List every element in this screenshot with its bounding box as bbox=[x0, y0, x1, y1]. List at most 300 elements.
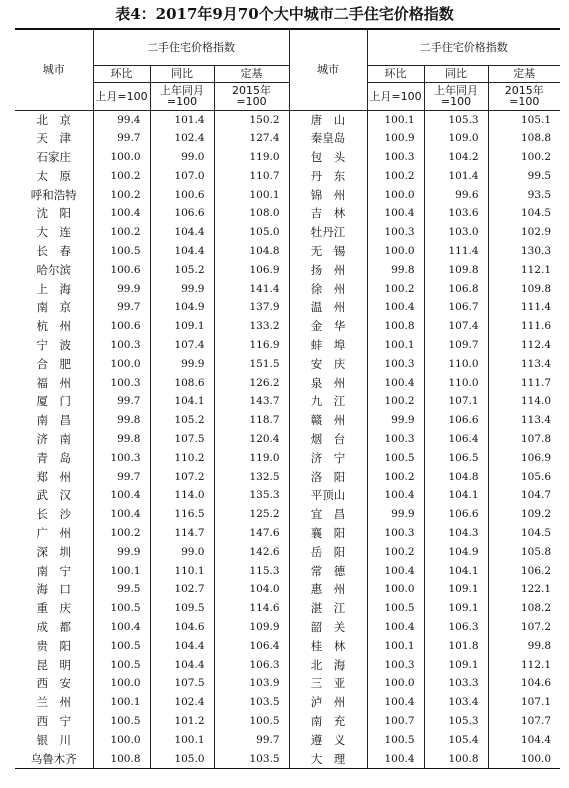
cell-yoy-left: 109.5 bbox=[150, 599, 214, 618]
cell-yoy-right: 106.7 bbox=[424, 298, 488, 317]
cell-city-left: 南 宁 bbox=[15, 562, 93, 581]
cell-yoy-left: 114.7 bbox=[150, 524, 214, 543]
table-row bbox=[15, 599, 560, 618]
cell-mom-left: 100.4 bbox=[93, 204, 150, 223]
cell-city-right: 安 庆 bbox=[289, 355, 367, 374]
cell-mom-right: 100.2 bbox=[367, 167, 424, 186]
cell-yoy-right: 104.1 bbox=[424, 562, 488, 581]
table-row bbox=[15, 223, 560, 242]
cell-yoy-left: 102.4 bbox=[150, 129, 214, 148]
table-row bbox=[15, 430, 560, 449]
cell-city-right: 平顶山 bbox=[289, 486, 367, 505]
cell-city-right: 南 充 bbox=[289, 712, 367, 731]
cell-base-left: 133.2 bbox=[214, 317, 289, 336]
cell-city-right: 大 理 bbox=[289, 750, 367, 769]
cell-base-left: 147.6 bbox=[214, 524, 289, 543]
cell-mom-right: 100.2 bbox=[367, 280, 424, 299]
cell-mom-right: 99.9 bbox=[367, 505, 424, 524]
cell-mom-right: 100.2 bbox=[367, 543, 424, 562]
cell-yoy-right: 101.4 bbox=[424, 167, 488, 186]
table-row bbox=[15, 468, 560, 487]
cell-city-right: 徐 州 bbox=[289, 280, 367, 299]
table-row bbox=[15, 411, 560, 430]
cell-city-right: 遵 义 bbox=[289, 731, 367, 750]
cell-yoy-left: 100.6 bbox=[150, 186, 214, 205]
cell-yoy-left: 109.1 bbox=[150, 317, 214, 336]
cell-yoy-right: 110.0 bbox=[424, 355, 488, 374]
table-row bbox=[15, 449, 560, 468]
cell-yoy-right: 109.1 bbox=[424, 599, 488, 618]
cell-yoy-right: 106.6 bbox=[424, 411, 488, 430]
cell-base-left: 114.6 bbox=[214, 599, 289, 618]
cell-yoy-left: 107.5 bbox=[150, 674, 214, 693]
cell-yoy-right: 107.4 bbox=[424, 317, 488, 336]
cell-mom-left: 100.5 bbox=[93, 242, 150, 261]
cell-mom-left: 100.0 bbox=[93, 148, 150, 167]
cell-mom-left: 100.8 bbox=[93, 750, 150, 769]
cell-yoy-left: 100.1 bbox=[150, 731, 214, 750]
cell-yoy-left: 99.0 bbox=[150, 543, 214, 562]
table-row bbox=[15, 204, 560, 223]
cell-base-left: 120.4 bbox=[214, 430, 289, 449]
cell-base-right: 104.4 bbox=[520, 733, 552, 746]
cell-base-left: 126.2 bbox=[214, 374, 289, 393]
header-yoy-base-right: 上年同月=100 bbox=[424, 82, 488, 110]
cell-mom-left: 100.0 bbox=[93, 731, 150, 750]
cell-mom-right: 100.4 bbox=[367, 374, 424, 393]
cell-yoy-left: 99.0 bbox=[150, 148, 214, 167]
cell-yoy-right: 104.2 bbox=[424, 148, 488, 167]
cell-city-right: 牡丹江 bbox=[289, 223, 367, 242]
table-row bbox=[15, 167, 560, 186]
cell-city-right: 赣 州 bbox=[289, 411, 367, 430]
cell-city-left: 南 昌 bbox=[15, 411, 93, 430]
header-base-base-right: 2015年=100 bbox=[488, 82, 560, 110]
header-yoy-left: 同比 bbox=[150, 65, 214, 82]
header-group-left: 二手住宅价格指数 bbox=[93, 29, 289, 65]
cell-yoy-left: 102.7 bbox=[150, 580, 214, 599]
cell-yoy-left: 104.4 bbox=[150, 223, 214, 242]
cell-city-left: 石家庄 bbox=[15, 148, 93, 167]
cell-base-left: 103.9 bbox=[214, 674, 289, 693]
cell-base-left: 132.5 bbox=[214, 468, 289, 487]
cell-base-left: 143.7 bbox=[214, 392, 289, 411]
cell-mom-left: 99.7 bbox=[93, 468, 150, 487]
cell-yoy-right: 105.3 bbox=[424, 110, 488, 129]
cell-yoy-right: 109.1 bbox=[424, 656, 488, 675]
cell-yoy-left: 110.1 bbox=[150, 562, 214, 581]
cell-city-right: 温 州 bbox=[289, 298, 367, 317]
cell-mom-right: 100.5 bbox=[367, 599, 424, 618]
cell-mom-right: 100.3 bbox=[367, 430, 424, 449]
cell-yoy-right: 109.1 bbox=[424, 580, 488, 599]
header-city-left: 城市 bbox=[15, 29, 93, 110]
cell-city-left: 西 安 bbox=[15, 674, 93, 693]
cell-base-right: 100.0 bbox=[488, 750, 560, 769]
table-row bbox=[15, 656, 560, 675]
cell-base-right: 108.8 bbox=[520, 132, 552, 145]
price-index-table bbox=[15, 28, 560, 769]
cell-base-left: 99.7 bbox=[214, 731, 289, 750]
cell-yoy-left: 106.6 bbox=[150, 204, 214, 223]
cell-base-left: 142.6 bbox=[214, 543, 289, 562]
cell-mom-left: 99.4 bbox=[93, 110, 150, 129]
cell-city-left: 深 圳 bbox=[15, 543, 93, 562]
cell-city-right: 三 亚 bbox=[289, 674, 367, 693]
header-mom-right: 环比 bbox=[367, 65, 424, 82]
cell-base-left: 135.3 bbox=[214, 486, 289, 505]
cell-mom-right: 100.4 bbox=[367, 204, 424, 223]
cell-city-left: 乌鲁木齐 bbox=[15, 750, 93, 769]
cell-yoy-right: 111.4 bbox=[424, 242, 488, 261]
cell-base-right: 99.8 bbox=[527, 639, 552, 652]
cell-mom-right: 100.1 bbox=[367, 110, 424, 129]
cell-mom-right: 100.0 bbox=[367, 580, 424, 599]
table-row bbox=[15, 750, 560, 769]
cell-yoy-right: 109.8 bbox=[424, 261, 488, 280]
cell-mom-right: 100.8 bbox=[367, 317, 424, 336]
cell-yoy-right: 104.3 bbox=[424, 524, 488, 543]
cell-city-left: 长 春 bbox=[15, 242, 93, 261]
cell-city-right: 九 江 bbox=[289, 392, 367, 411]
cell-base-left: 106.4 bbox=[214, 637, 289, 656]
cell-city-left: 海 口 bbox=[15, 580, 93, 599]
cell-city-left: 银 川 bbox=[15, 731, 93, 750]
cell-base-right: 104.6 bbox=[520, 677, 552, 690]
cell-yoy-right: 103.4 bbox=[424, 693, 488, 712]
cell-mom-left: 99.9 bbox=[93, 280, 150, 299]
table-row bbox=[15, 298, 560, 317]
cell-base-right: 104.5 bbox=[520, 527, 552, 540]
cell-mom-right: 100.4 bbox=[367, 750, 424, 769]
cell-city-left: 贵 阳 bbox=[15, 637, 93, 656]
cell-city-left: 兰 州 bbox=[15, 693, 93, 712]
cell-city-left: 上 海 bbox=[15, 280, 93, 299]
cell-city-left: 哈尔滨 bbox=[15, 261, 93, 280]
header-city-right: 城市 bbox=[289, 29, 367, 110]
cell-city-left: 青 岛 bbox=[15, 449, 93, 468]
cell-base-left: 103.5 bbox=[214, 750, 289, 769]
cell-base-right: 107.8 bbox=[520, 433, 552, 446]
cell-mom-left: 100.4 bbox=[93, 486, 150, 505]
cell-base-right: 99.5 bbox=[527, 169, 552, 182]
cell-mom-left: 99.5 bbox=[93, 580, 150, 599]
cell-base-left: 100.1 bbox=[214, 186, 289, 205]
cell-yoy-left: 104.4 bbox=[150, 637, 214, 656]
cell-yoy-left: 105.2 bbox=[150, 261, 214, 280]
cell-city-right: 北 海 bbox=[289, 656, 367, 675]
table-row bbox=[15, 317, 560, 336]
table-row bbox=[15, 637, 560, 656]
cell-base-right: 113.4 bbox=[520, 357, 552, 370]
cell-city-right: 无 锡 bbox=[289, 242, 367, 261]
cell-mom-right: 100.3 bbox=[367, 148, 424, 167]
cell-city-left: 重 庆 bbox=[15, 599, 93, 618]
cell-base-left: 127.4 bbox=[214, 129, 289, 148]
cell-mom-left: 100.2 bbox=[93, 524, 150, 543]
cell-city-right: 唐 山 bbox=[289, 110, 367, 129]
cell-base-left: 119.0 bbox=[214, 449, 289, 468]
cell-base-right: 107.2 bbox=[520, 621, 552, 634]
cell-base-right: 111.7 bbox=[520, 376, 552, 389]
cell-mom-left: 100.4 bbox=[93, 618, 150, 637]
cell-base-right: 109.8 bbox=[520, 282, 552, 295]
header-group-right: 二手住宅价格指数 bbox=[367, 29, 560, 65]
cell-yoy-right: 110.0 bbox=[424, 374, 488, 393]
cell-city-right: 襄 阳 bbox=[289, 524, 367, 543]
cell-city-right: 丹 东 bbox=[289, 167, 367, 186]
cell-yoy-right: 104.8 bbox=[424, 468, 488, 487]
cell-mom-right: 100.5 bbox=[367, 731, 424, 750]
cell-mom-left: 100.6 bbox=[93, 317, 150, 336]
cell-city-right: 秦皇岛 bbox=[289, 129, 367, 148]
header-base-right: 定基 bbox=[488, 65, 560, 82]
cell-mom-left: 99.7 bbox=[93, 392, 150, 411]
cell-mom-right: 100.2 bbox=[367, 468, 424, 487]
cell-yoy-right: 106.3 bbox=[424, 618, 488, 637]
cell-mom-right: 100.1 bbox=[367, 637, 424, 656]
cell-mom-left: 100.6 bbox=[93, 261, 150, 280]
cell-base-left: 110.7 bbox=[214, 167, 289, 186]
cell-base-right: 130.3 bbox=[520, 245, 552, 258]
table-row bbox=[15, 505, 560, 524]
table-row bbox=[15, 280, 560, 299]
cell-mom-right: 100.4 bbox=[367, 618, 424, 637]
header-yoy-right: 同比 bbox=[424, 65, 488, 82]
cell-yoy-left: 104.6 bbox=[150, 618, 214, 637]
cell-mom-right: 100.4 bbox=[367, 298, 424, 317]
cell-base-left: 115.3 bbox=[214, 562, 289, 581]
header-yoy-base-left: 上年同月=100 bbox=[150, 82, 214, 110]
header-mom-base-left: 上月=100 bbox=[93, 82, 150, 110]
table-row bbox=[15, 186, 560, 205]
table-row bbox=[15, 580, 560, 599]
cell-city-left: 北 京 bbox=[15, 110, 93, 129]
cell-city-left: 沈 阳 bbox=[15, 204, 93, 223]
cell-city-right: 常 德 bbox=[289, 562, 367, 581]
cell-mom-right: 100.4 bbox=[367, 693, 424, 712]
cell-mom-left: 100.3 bbox=[93, 449, 150, 468]
cell-mom-right: 100.4 bbox=[367, 486, 424, 505]
cell-yoy-left: 107.5 bbox=[150, 430, 214, 449]
cell-city-right: 锦 州 bbox=[289, 186, 367, 205]
table-row bbox=[15, 543, 560, 562]
cell-base-right: 107.7 bbox=[520, 715, 552, 727]
cell-city-left: 长 沙 bbox=[15, 505, 93, 524]
cell-yoy-left: 114.0 bbox=[150, 486, 214, 505]
cell-mom-left: 100.2 bbox=[93, 186, 150, 205]
table-row bbox=[15, 148, 560, 167]
cell-base-left: 100.5 bbox=[214, 712, 289, 731]
cell-base-left: 150.2 bbox=[214, 110, 289, 129]
cell-city-right: 扬 州 bbox=[289, 261, 367, 280]
table-row bbox=[15, 242, 560, 261]
cell-city-right: 洛 阳 bbox=[289, 468, 367, 487]
cell-yoy-left: 101.4 bbox=[150, 110, 214, 129]
cell-yoy-right: 101.8 bbox=[424, 637, 488, 656]
table-body bbox=[15, 110, 560, 769]
table-row bbox=[15, 693, 560, 712]
table-title: 表4：2017年9月70个大中城市二手住宅价格指数 bbox=[115, 5, 454, 23]
cell-yoy-right: 109.7 bbox=[424, 336, 488, 355]
cell-yoy-left: 101.2 bbox=[150, 712, 214, 731]
cell-mom-right: 100.0 bbox=[367, 674, 424, 693]
cell-city-left: 呼和浩特 bbox=[15, 186, 93, 205]
cell-yoy-right: 105.3 bbox=[424, 712, 488, 731]
cell-yoy-left: 110.2 bbox=[150, 449, 214, 468]
cell-city-left: 杭 州 bbox=[15, 317, 93, 336]
cell-base-left: 106.3 bbox=[214, 656, 289, 675]
table-row bbox=[15, 355, 560, 374]
cell-base-right: 105.1 bbox=[520, 113, 552, 126]
cell-mom-left: 100.3 bbox=[93, 374, 150, 393]
table-row bbox=[15, 261, 560, 280]
cell-base-right: 122.1 bbox=[520, 583, 552, 596]
cell-yoy-left: 104.4 bbox=[150, 656, 214, 675]
cell-mom-right: 100.4 bbox=[367, 562, 424, 581]
cell-mom-right: 99.9 bbox=[367, 411, 424, 430]
cell-mom-left: 100.5 bbox=[93, 712, 150, 731]
cell-yoy-left: 104.4 bbox=[150, 242, 214, 261]
table-row bbox=[15, 336, 560, 355]
cell-base-right: 111.4 bbox=[520, 301, 552, 314]
cell-mom-left: 99.7 bbox=[93, 129, 150, 148]
cell-city-right: 济 宁 bbox=[289, 449, 367, 468]
cell-mom-right: 100.0 bbox=[367, 186, 424, 205]
cell-mom-right: 100.7 bbox=[367, 712, 424, 731]
cell-base-right: 102.9 bbox=[520, 226, 552, 239]
cell-yoy-left: 108.6 bbox=[150, 374, 214, 393]
cell-base-left: 109.9 bbox=[214, 618, 289, 637]
cell-mom-left: 99.7 bbox=[93, 298, 150, 317]
cell-base-left: 119.0 bbox=[214, 148, 289, 167]
cell-base-right: 105.8 bbox=[520, 545, 552, 558]
cell-base-right: 113.4 bbox=[520, 414, 552, 427]
cell-city-right: 韶 关 bbox=[289, 618, 367, 637]
cell-base-left: 151.5 bbox=[214, 355, 289, 374]
cell-city-left: 济 南 bbox=[15, 430, 93, 449]
header-base-left: 定基 bbox=[214, 65, 289, 82]
table-row bbox=[15, 524, 560, 543]
cell-yoy-right: 109.0 bbox=[424, 129, 488, 148]
cell-yoy-right: 106.4 bbox=[424, 430, 488, 449]
cell-yoy-left: 116.5 bbox=[150, 505, 214, 524]
cell-base-left: 108.0 bbox=[214, 204, 289, 223]
cell-yoy-right: 103.0 bbox=[424, 223, 488, 242]
cell-city-left: 合 肥 bbox=[15, 355, 93, 374]
cell-city-right: 泉 州 bbox=[289, 374, 367, 393]
cell-base-right: 111.6 bbox=[520, 320, 552, 333]
cell-mom-left: 99.8 bbox=[93, 411, 150, 430]
cell-mom-left: 100.5 bbox=[93, 656, 150, 675]
cell-city-left: 福 州 bbox=[15, 374, 93, 393]
cell-yoy-left: 107.2 bbox=[150, 468, 214, 487]
cell-mom-right: 100.3 bbox=[367, 656, 424, 675]
cell-city-left: 郑 州 bbox=[15, 468, 93, 487]
cell-base-left: 103.5 bbox=[214, 693, 289, 712]
table-row bbox=[15, 110, 560, 129]
cell-mom-left: 100.1 bbox=[93, 562, 150, 581]
cell-mom-left: 99.8 bbox=[93, 430, 150, 449]
cell-mom-left: 100.5 bbox=[93, 599, 150, 618]
cell-yoy-right: 103.3 bbox=[424, 674, 488, 693]
cell-yoy-left: 99.9 bbox=[150, 355, 214, 374]
cell-base-right: 109.2 bbox=[520, 508, 552, 521]
cell-base-right: 104.5 bbox=[520, 207, 552, 220]
cell-city-right: 包 头 bbox=[289, 148, 367, 167]
cell-mom-right: 100.1 bbox=[367, 336, 424, 355]
cell-base-right: 107.1 bbox=[520, 696, 552, 709]
header-base-base-left: 2015年=100 bbox=[214, 82, 289, 110]
cell-city-left: 南 京 bbox=[15, 298, 93, 317]
cell-city-right: 宜 昌 bbox=[289, 505, 367, 524]
cell-base-right: 108.2 bbox=[520, 602, 552, 615]
cell-city-left: 天 津 bbox=[15, 129, 93, 148]
cell-mom-left: 100.1 bbox=[93, 693, 150, 712]
cell-mom-left: 100.0 bbox=[93, 355, 150, 374]
cell-base-right: 112.1 bbox=[520, 263, 552, 276]
cell-yoy-left: 105.2 bbox=[150, 411, 214, 430]
cell-yoy-left: 104.9 bbox=[150, 298, 214, 317]
cell-yoy-right: 106.8 bbox=[424, 280, 488, 299]
table-row bbox=[15, 674, 560, 693]
cell-base-right: 114.0 bbox=[520, 395, 552, 408]
cell-mom-right: 100.0 bbox=[367, 242, 424, 261]
cell-city-left: 西 宁 bbox=[15, 712, 93, 731]
cell-city-left: 昆 明 bbox=[15, 656, 93, 675]
cell-mom-left: 99.9 bbox=[93, 543, 150, 562]
cell-base-right: 106.9 bbox=[520, 451, 552, 464]
cell-base-left: 125.2 bbox=[214, 505, 289, 524]
cell-city-left: 太 原 bbox=[15, 167, 93, 186]
cell-yoy-left: 107.0 bbox=[150, 167, 214, 186]
cell-mom-right: 100.3 bbox=[367, 223, 424, 242]
cell-yoy-left: 102.4 bbox=[150, 693, 214, 712]
cell-city-right: 岳 阳 bbox=[289, 543, 367, 562]
cell-yoy-right: 103.6 bbox=[424, 204, 488, 223]
cell-mom-right: 100.9 bbox=[367, 129, 424, 148]
cell-yoy-right: 107.1 bbox=[424, 392, 488, 411]
cell-base-left: 104.0 bbox=[214, 580, 289, 599]
cell-city-right: 泸 州 bbox=[289, 693, 367, 712]
cell-city-left: 武 汉 bbox=[15, 486, 93, 505]
cell-yoy-right: 104.9 bbox=[424, 543, 488, 562]
table-row bbox=[15, 392, 560, 411]
cell-city-right: 蚌 埠 bbox=[289, 336, 367, 355]
cell-city-left: 厦 门 bbox=[15, 392, 93, 411]
cell-yoy-left: 107.4 bbox=[150, 336, 214, 355]
table-row bbox=[15, 486, 560, 505]
cell-mom-left: 100.4 bbox=[93, 505, 150, 524]
cell-city-left: 广 州 bbox=[15, 524, 93, 543]
cell-city-left: 宁 波 bbox=[15, 336, 93, 355]
cell-mom-left: 100.3 bbox=[93, 336, 150, 355]
cell-mom-right: 99.8 bbox=[367, 261, 424, 280]
cell-base-left: 137.9 bbox=[214, 298, 289, 317]
header-mom-base-right: 上月=100 bbox=[367, 82, 424, 110]
cell-base-right: 100.2 bbox=[520, 151, 552, 164]
cell-base-right: 112.4 bbox=[520, 339, 552, 352]
cell-base-left: 106.9 bbox=[214, 261, 289, 280]
cell-base-left: 105.0 bbox=[214, 223, 289, 242]
cell-city-right: 烟 台 bbox=[289, 430, 367, 449]
cell-city-left: 大 连 bbox=[15, 223, 93, 242]
cell-mom-right: 100.5 bbox=[367, 449, 424, 468]
header-mom-left: 环比 bbox=[93, 65, 150, 82]
cell-base-right: 93.5 bbox=[527, 188, 552, 201]
cell-mom-right: 100.3 bbox=[367, 524, 424, 543]
cell-mom-right: 100.2 bbox=[367, 392, 424, 411]
